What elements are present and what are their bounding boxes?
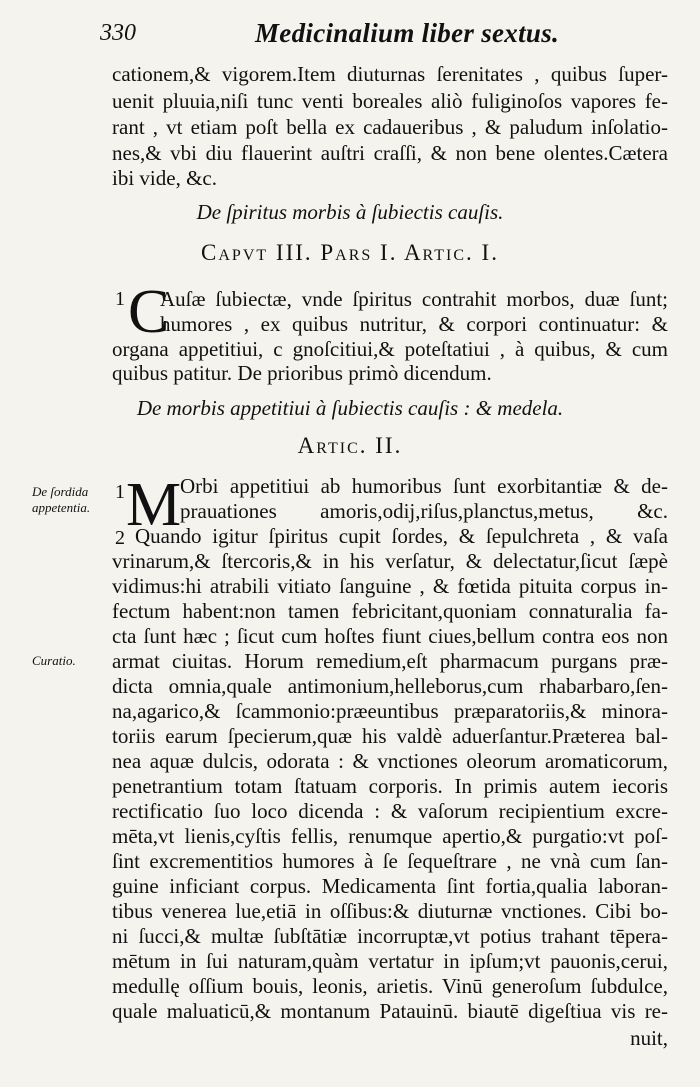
paragraph-number: 1 bbox=[115, 481, 125, 503]
text-line: nes,& vbi diu flauerint auſtri craſſi, & non bene olentes.Cætera bbox=[112, 141, 668, 165]
section-subtitle: De morbis appetitiui à ſubiectis cauſis : & medela. bbox=[136, 396, 564, 420]
text-line: medullę oſſium bouis, leonis, arietis. Vinū generoſum ſubdulce, bbox=[112, 974, 668, 998]
text-line: Auſæ ſubiectæ, vnde ſpiritus contrahit morbos, duæ ſunt; bbox=[160, 287, 668, 311]
drop-capital: C bbox=[128, 278, 170, 346]
text-line: Orbi appetitiui ab humoribus ſunt exorbitantiæ & de- bbox=[180, 474, 668, 498]
text-line: cationem,& vigorem.Item diuturnas ſerenitates , quibus ſuper- bbox=[112, 62, 668, 86]
text-line: nea aquæ dulcis, odorata : & vnctiones oleorum aromaticorum, bbox=[112, 749, 668, 773]
text-line: prauationes amoris,odij,riſus,planctus,metus, &c. bbox=[180, 499, 668, 523]
text-line: na,agarico,& ſcammonio:præeuntibus præparatoriis,& minora- bbox=[112, 699, 668, 723]
drop-capital: M bbox=[126, 471, 182, 539]
text-line: ni ſucci,& multæ ſubſtātiæ incorruptæ,vt potius trahant tēpera- bbox=[112, 924, 668, 948]
text-line: rectificatio ſuo loco dicenda : & vaſorum recipientium excre- bbox=[112, 799, 668, 823]
text-line: ſint excrementitios humores à ſe ſequeſtrare , ne vnà cum ſan- bbox=[112, 849, 668, 873]
text-line: organa appetitiui, c gnoſcitiui,& poteſtatiui , à quibus, & cum bbox=[112, 337, 668, 361]
margin-note: Curatio. bbox=[32, 653, 76, 668]
margin-note: De ſordida bbox=[32, 484, 89, 499]
text-line: rant , vt etiam poſt bella ex cadaueribus , & paludum inſolatio- bbox=[112, 115, 668, 139]
text-line: vrinarum,& ſtercoris,& in his verſatur, & delectatur,ſicut ſæpè bbox=[112, 549, 668, 573]
paragraph-number: 1 bbox=[115, 288, 125, 310]
text-line: quale maluaticū,& montanum Patauinū. biautē digeſtiua vis re- bbox=[112, 999, 668, 1023]
paragraph-number: 2 bbox=[115, 527, 125, 549]
text-line: humores , ex quibus nutritur, & corpori continuatur: & bbox=[160, 312, 668, 336]
running-title: Medicinalium liber sextus. bbox=[255, 18, 560, 48]
text-line: vidimus:hi atrabili vitiato ſanguine , & fœtida pituita corpus in- bbox=[112, 574, 668, 598]
chapter-heading: Capvt III. Pars I. Artic. I. bbox=[201, 240, 499, 265]
text-line: uenit pluuia,niſi tunc venti boreales aliò fuliginoſos vapores fe- bbox=[112, 89, 668, 113]
text-line: dicta omnia,quale antimonium,helleborus,cum rhabarbaro,ſen- bbox=[112, 674, 668, 698]
margin-note: appetentia. bbox=[32, 500, 91, 515]
text-line: tibus venerea lue,etiā in oſſibus:& diuturnæ vnctiones. Cibi bo- bbox=[112, 899, 668, 923]
text-line: armat ciuitas. Horum remedium,eſt pharmacum purgans præ- bbox=[112, 649, 668, 673]
page-number: 330 bbox=[100, 20, 136, 46]
article-heading: Artic. II. bbox=[297, 433, 403, 458]
text-line: quibus patitur. De prioribus primò dicendum. bbox=[112, 361, 492, 385]
text-line: Quando igitur ſpiritus cupit ſordes, & ſepulchreta , & vaſa bbox=[135, 524, 668, 548]
section-subtitle: De ſpiritus morbis à ſubiectis cauſis. bbox=[196, 200, 504, 224]
text-line: penetrantium totam ſtatuam corporis. In primis autem iecoris bbox=[112, 774, 668, 798]
text-line: guine inficiant corpus. Medicamenta ſint fortia,qualia laboran- bbox=[112, 874, 668, 898]
text-line: mēta,vt lienis,cyſtis fellis, renumque apertio,& purgatio:vt poſ- bbox=[112, 824, 668, 848]
text-line: mētum in ſui naturam,quàm vertatur in ipſum;vt pauonis,cerui, bbox=[112, 949, 668, 973]
text-line: toriis earum ſpecierum,quæ his valdè aduerſantur.Præterea bal- bbox=[112, 724, 668, 748]
catchword: nuit, bbox=[630, 1026, 668, 1050]
text-line: fectum habent:non tamen febricitant,quoniam connaturalia fa- bbox=[112, 599, 668, 623]
text-line: ibi vide, &c. bbox=[112, 166, 217, 190]
text-line: cta ſunt hæc ; ſicut cum hoſtes fiunt ciues,bellum contra eos non bbox=[112, 624, 668, 648]
